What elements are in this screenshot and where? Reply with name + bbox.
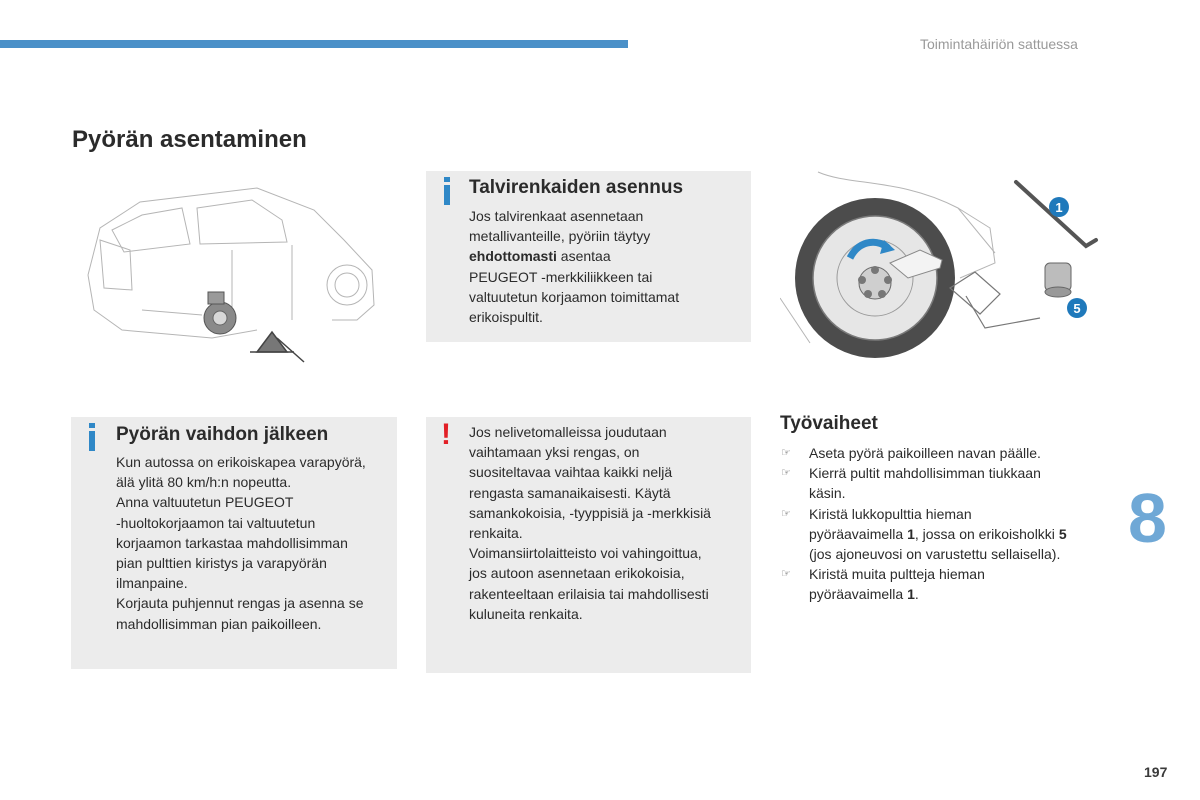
finger-pointer-icon: ☞ xyxy=(781,568,791,581)
chapter-number: 8 xyxy=(1128,479,1167,557)
after-change-title: Pyörän vaihdon jälkeen xyxy=(116,424,329,445)
steps-list xyxy=(780,443,1100,605)
warning-icon: ! xyxy=(441,418,451,451)
finger-pointer-icon: ☞ xyxy=(781,507,791,520)
list-item: ☞ Aseta pyörä paikoilleen navan päälle. xyxy=(780,443,1100,463)
header-accent-bar xyxy=(0,40,628,48)
info-icon xyxy=(442,177,452,205)
callout-5-label: 5 xyxy=(1073,301,1081,316)
finger-pointer-icon: ☞ xyxy=(781,447,791,459)
callout-1-label: 1 xyxy=(1055,200,1063,215)
winter-tyre-text: Jos talvirenkaat asennetaan metallivanteille, pyöriin täytyy ehdottomasti asentaa PEUGEOT -merkkiliikkeen tai valtuutetun korjaamon toimittamat erikoispultit. xyxy=(469,208,680,326)
warning-text: Jos nelivetomalleissa joudutaan vaihtamaan yksi rengas, on suositeltavaa vaihtaa kaikki neljä rengasta samanaikaisesti. Käytä samankokoisia, -tyyppisiä ja -merkkisiä renkaita. Voimansiirtolaitteisto voi vahingoittua, jos autoon asennetaan erikokoisia, rakenteeltaan erilaisia tai mahdollisesti kuluneita renkaita. xyxy=(469,424,711,622)
wheel-bolts-illustration xyxy=(780,168,1100,376)
info-icon xyxy=(87,423,97,451)
winter-tyre-title: Talvirenkaiden asennus xyxy=(469,177,684,198)
list-item: ☞ Kiristä muita pultteja hieman pyöräavaimella 1. xyxy=(781,566,985,603)
steps-title: Työvaiheet xyxy=(780,413,878,434)
car-jack-illustration xyxy=(82,180,382,370)
finger-pointer-icon: ☞ xyxy=(781,467,791,480)
section-header: Toimintahäiriön sattuessa xyxy=(920,36,1078,52)
list-item: ☞ Kierrä pultit mahdollisimman tiukkaan käsin. xyxy=(781,465,1041,502)
after-change-text: Kun autossa on erikoiskapea varapyörä, älä ylitä 80 km/h:n nopeutta. Anna valtuutetun PEUGEOT -huoltokorjaamon tai valtuutetun korjaamon tarkastaa mahdollisimman pian pulttien kiristys ja varapyörän ilmanpaine. Korjauta puhjennut rengas ja asenna se mahdollisimman pian paikoilleen. xyxy=(116,454,366,632)
page-title: Pyörän asentaminen xyxy=(72,126,307,153)
list-item: ☞ Kiristä lukkopulttia hieman pyöräavaimella 1, jossa on erikoisholkki 5 (jos ajoneuvosi on varustettu sellaisella). xyxy=(781,505,1067,563)
page-number: 197 xyxy=(1144,764,1168,780)
